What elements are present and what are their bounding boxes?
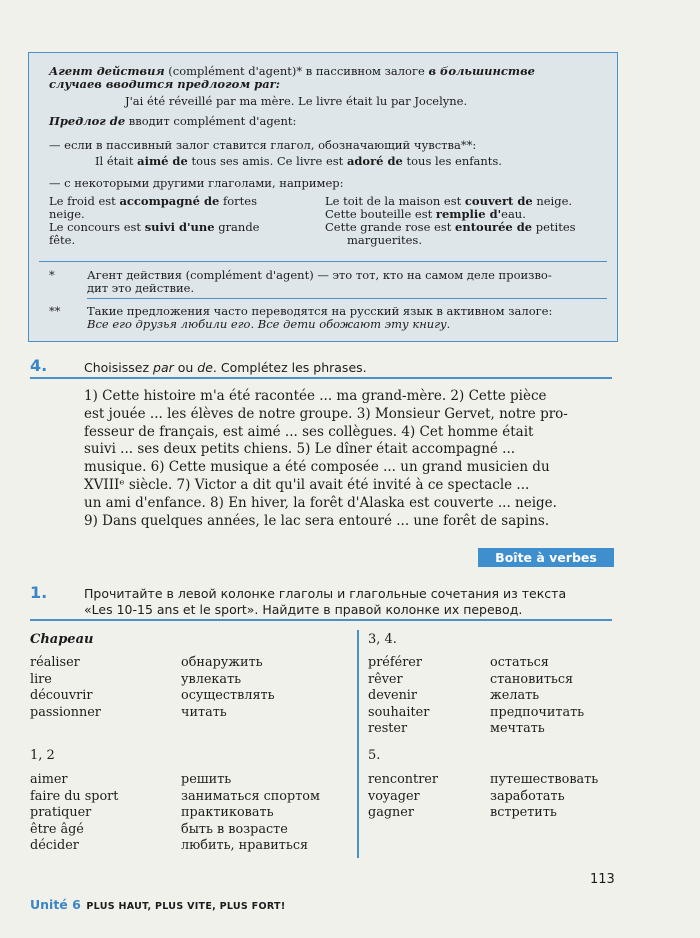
list-item: rencontrer: [368, 772, 438, 787]
vocab-column-divider: [357, 630, 359, 858]
s12-russian-list: [181, 772, 320, 855]
agent-rule-line2: случаев вводится предлогом par:: [49, 77, 280, 91]
exercise-line: musique. 6) Cette musique a été composée ... un grand musicien du: [84, 459, 550, 476]
section-chapeau: Chapeau: [30, 632, 94, 647]
example-left-line: neige.: [49, 207, 85, 221]
chapeau-russian-list: [181, 655, 275, 721]
example-right-line: Cette grande rose est entourée de petites: [325, 220, 576, 234]
list-item: aimer: [30, 772, 68, 787]
list-item: rêver: [368, 671, 403, 687]
s34-russian-list: [490, 655, 584, 738]
example-right-line: Le toit de la maison est couvert de neige.: [325, 194, 573, 208]
footnote-divider-2: [87, 298, 607, 299]
footnote2: Такие предложения часто переводятся на русский язык в активном залоге: Все его друзья любили его. Все дети обожают эту книгу.: [87, 304, 553, 331]
section-3-4: 3, 4.: [368, 632, 397, 647]
list-item: предпочитать: [490, 704, 585, 720]
exercise-4-number: 4.: [30, 356, 48, 375]
exercise-1-underline: [30, 619, 612, 621]
list-item: découvrir: [30, 688, 93, 704]
exercise-1-instruction: Прочитайте в левой колонке глаголы и глагольные сочетания из текста «Les 10-15 ans et le sport». Найдите в правой колонке их перевод.: [84, 586, 567, 617]
unit-title: PLUS HAUT, PLUS VITE, PLUS FORT!: [86, 901, 286, 912]
footnote-star1: *: [49, 268, 55, 282]
list-item: осуществлять: [181, 688, 275, 704]
section-5: 5.: [368, 748, 381, 763]
list-item: встретить: [490, 805, 557, 821]
exercise-4-underline: [30, 377, 612, 379]
list-item: мечтать: [490, 721, 545, 737]
footnote-divider: [39, 261, 607, 262]
list-item: читать: [181, 704, 227, 720]
list-item: être âgé: [30, 821, 84, 837]
list-item: souhaiter: [368, 704, 430, 720]
chapeau-french-list: [30, 655, 101, 721]
example-right-line: marguerites.: [347, 233, 422, 247]
list-item: желать: [490, 688, 540, 704]
exercise-line: fesseur de français, est aimé ... ses collègues. 4) Cet homme était: [84, 423, 534, 440]
exercise-4-instruction: Choisissez par ou de. Complétez les phrases.: [84, 360, 367, 375]
example-left-line: Le froid est accompagné de fortes: [49, 194, 258, 208]
list-item: становиться: [490, 671, 574, 687]
list-item: devenir: [368, 688, 418, 704]
list-item: быть в возрасте: [181, 821, 288, 837]
exercise-line: 1) Cette histoire m'a été racontée ... ma grand-mère. 2) Cette pièce: [84, 388, 547, 404]
unit-label: Unité 6: [30, 897, 81, 912]
list-item: pratiquer: [30, 805, 92, 821]
s34-french-list: [368, 655, 429, 738]
de-rule-title: Предлог de вводит complément d'agent:: [49, 114, 297, 128]
list-item: faire du sport: [30, 788, 119, 804]
list-item: решить: [181, 772, 232, 787]
agent-rule-line1: Агент действия (complément d'agent)* в пассивном залоге в большинстве: [49, 64, 535, 78]
boite-a-verbes-badge: Boîte à verbes: [478, 548, 614, 567]
exercise-line: XVIIIᵉ siècle. 7) Victor a dit qu'il avait été invité à ce spectacle ...: [84, 476, 530, 493]
grammar-rule-box: [28, 52, 618, 342]
list-item: préférer: [368, 655, 422, 670]
list-item: rester: [368, 721, 408, 737]
list-item: остаться: [490, 655, 549, 670]
list-item: заработать: [490, 788, 565, 804]
list-item: voyager: [368, 788, 420, 804]
exercise-line: suivi ... ses deux petits chiens. 5) Le dîner était accompagné ...: [84, 441, 516, 458]
list-item: любить, нравиться: [181, 838, 309, 854]
list-item: réaliser: [30, 655, 80, 670]
example-left-line: fête.: [49, 233, 76, 247]
page-footer: [30, 894, 285, 913]
list-item: обнаружить: [181, 655, 263, 670]
exercise-4-text: [84, 388, 568, 530]
list-item: путешествовать: [490, 772, 599, 787]
footnote-star2: **: [49, 304, 61, 318]
de-example1: Il était aimé de tous ses amis. Ce livre est adoré de tous les enfants.: [95, 154, 502, 168]
s12-french-list: [30, 772, 118, 855]
list-item: lire: [30, 671, 52, 687]
section-1-2: 1, 2: [30, 748, 55, 763]
exercise-line: un ami d'enfance. 8) En hiver, la forêt d'Alaska est couverte ... neige.: [84, 494, 557, 511]
list-item: gagner: [368, 805, 414, 821]
page-number: 113: [590, 872, 615, 887]
example-right-line: Cette bouteille est remplie d'eau.: [325, 207, 526, 221]
s5-russian-list: [490, 772, 598, 822]
s5-french-list: [368, 772, 438, 822]
list-item: заниматься спортом: [181, 788, 320, 804]
list-item: décider: [30, 838, 79, 854]
exercise-line: 9) Dans quelques années, le lac sera entouré ... une forêt de sapins.: [84, 512, 550, 529]
exercise-1-number: 1.: [30, 583, 48, 602]
list-item: passionner: [30, 704, 101, 720]
exercise-line: est jouée ... les élèves de notre groupe. 3) Monsieur Gervet, notre pro-: [84, 405, 568, 422]
list-item: практиковать: [181, 805, 274, 821]
footnote1: Агент действия (complément d'agent) — это тот, кто на самом деле произво- дит это действие.: [87, 268, 552, 295]
list-item: увлекать: [181, 671, 242, 687]
de-case2: — с некоторыми другими глаголами, например:: [49, 176, 344, 190]
example-right-column: [325, 195, 576, 247]
example-left-line: Le concours est suivi d'une grande: [49, 220, 260, 234]
example-left-column: [49, 195, 260, 247]
de-case1: — если в пассивный залог ставится глагол, обозначающий чувства**:: [49, 138, 477, 152]
agent-example: J'ai été réveillé par ma mère. Le livre était lu par Jocelyne.: [125, 94, 468, 108]
